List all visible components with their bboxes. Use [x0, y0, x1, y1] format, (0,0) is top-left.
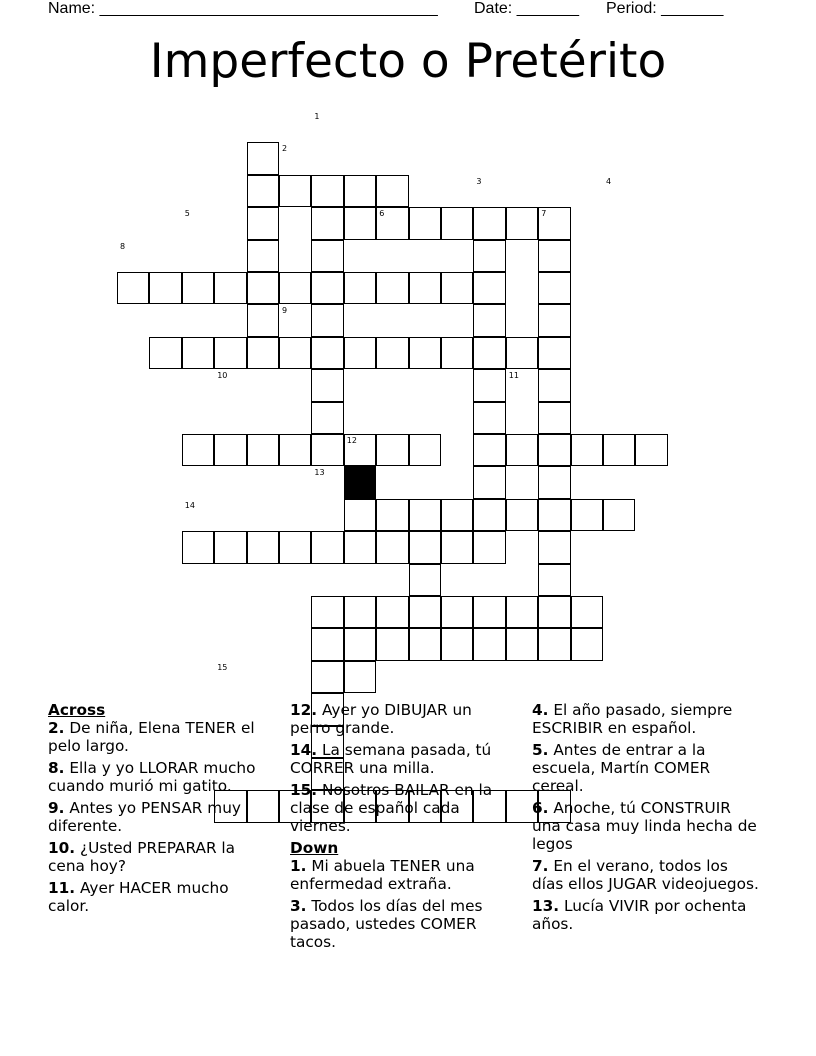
crossword-cell[interactable] — [473, 304, 505, 336]
clue-text: Nosotros BAILAR en la clase de español cada viernes. — [290, 781, 493, 835]
crossword-cell[interactable] — [538, 499, 570, 531]
crossword-cell[interactable] — [473, 402, 505, 434]
crossword-cell[interactable] — [409, 596, 441, 628]
clue-number-1: 1 — [314, 112, 320, 121]
crossword-cell[interactable] — [247, 531, 279, 563]
crossword-cell[interactable] — [538, 369, 570, 401]
clue-number: 12. — [290, 701, 318, 719]
crossword-cell[interactable] — [603, 499, 635, 531]
clue-number-7: 7 — [541, 209, 547, 219]
clue-number: 13. — [532, 897, 560, 915]
crossword-cell[interactable] — [311, 628, 343, 660]
crossword-cell[interactable] — [279, 272, 311, 304]
crossword-cell[interactable] — [409, 337, 441, 369]
crossword-cell[interactable] — [279, 337, 311, 369]
clues-column-3 — [532, 701, 762, 937]
clue-item — [532, 701, 762, 737]
crossword-cell[interactable] — [311, 240, 343, 272]
clues-column-2 — [290, 701, 512, 955]
crossword-cell[interactable] — [538, 434, 570, 466]
crossword-cell[interactable] — [506, 628, 538, 660]
crossword-cell[interactable] — [247, 304, 279, 336]
crossword-cell[interactable] — [376, 628, 408, 660]
crossword-cell[interactable] — [344, 531, 376, 563]
clue-number-13: 13 — [314, 468, 325, 478]
clue-text: Mi abuela TENER una enfermedad extraña. — [290, 857, 475, 893]
crossword-cell[interactable] — [538, 628, 570, 660]
crossword-cell[interactable] — [473, 434, 505, 466]
clue-text: Antes yo PENSAR muy diferente. — [48, 799, 241, 835]
crossword-cell[interactable] — [441, 628, 473, 660]
clue-number: 15. — [290, 781, 318, 799]
date-label: Date: _______ — [474, 0, 579, 17]
crossword-cell[interactable] — [538, 531, 570, 563]
crossword-cell[interactable] — [441, 596, 473, 628]
crossword-cell[interactable] — [214, 434, 246, 466]
crossword-cell[interactable] — [311, 531, 343, 563]
crossword-cell[interactable] — [376, 175, 408, 207]
clue-text: La semana pasada, tú CORRER una milla. — [290, 741, 492, 777]
crossword-cell[interactable] — [279, 434, 311, 466]
crossword-cell[interactable] — [409, 531, 441, 563]
clue-item — [290, 897, 512, 951]
clue-text: El año pasado, siempre ESCRIBIR en español. — [532, 701, 733, 737]
crossword-cell[interactable] — [409, 628, 441, 660]
crossword-cell[interactable] — [247, 240, 279, 272]
clue-number-11: 11 — [508, 371, 519, 381]
crossword-cell[interactable] — [311, 369, 343, 401]
crossword-cell[interactable] — [409, 434, 441, 466]
crossword-cell[interactable] — [182, 272, 214, 304]
crossword-cell[interactable] — [473, 207, 505, 239]
clue-number: 9. — [48, 799, 65, 817]
clue-item — [532, 799, 762, 853]
crossword-cell[interactable] — [376, 272, 408, 304]
clue-item — [532, 857, 762, 893]
clue-text: Ayer yo DIBUJAR un perro grande. — [290, 701, 472, 737]
clue-text: Todos los días del mes pasado, ustedes COMER tacos. — [290, 897, 483, 951]
crossword-cell[interactable] — [473, 596, 505, 628]
clue-text: ¿Usted PREPARAR la cena hoy? — [48, 839, 236, 875]
crossword-cell[interactable] — [571, 434, 603, 466]
clue-number-12: 12 — [346, 436, 357, 445]
crossword-cell[interactable] — [376, 434, 408, 466]
crossword-cell[interactable] — [473, 240, 505, 272]
clue-item — [48, 719, 268, 755]
clue-item — [290, 701, 512, 737]
crossword-cell[interactable] — [117, 272, 149, 304]
crossword-cell[interactable] — [376, 499, 408, 531]
crossword-cell[interactable] — [603, 434, 635, 466]
crossword-cell[interactable] — [473, 466, 505, 498]
clue-number: 4. — [532, 701, 549, 719]
crossword-cell[interactable] — [635, 434, 667, 466]
clue-text: Ayer HACER mucho calor. — [48, 879, 229, 915]
crossword-cell[interactable] — [311, 304, 343, 336]
clue-item — [290, 781, 512, 835]
clue-text: De niña, Elena TENER el pelo largo. — [48, 719, 255, 755]
clue-number: 10. — [48, 839, 76, 857]
crossword-cell[interactable] — [571, 499, 603, 531]
crossword-cell[interactable] — [247, 207, 279, 239]
crossword-cell[interactable] — [473, 628, 505, 660]
crossword-cell[interactable] — [344, 596, 376, 628]
crossword-cell[interactable] — [571, 628, 603, 660]
clue-item — [48, 799, 268, 835]
crossword-cell[interactable] — [571, 596, 603, 628]
crossword-cell[interactable] — [247, 434, 279, 466]
clue-text: Lucía VIVIR por ochenta años. — [532, 897, 747, 933]
clue-item — [48, 759, 268, 795]
clue-number-15: 15 — [217, 662, 228, 672]
clue-text: Antes de entrar a la escuela, Martín COMER cereal. — [532, 741, 711, 795]
crossword-cell[interactable] — [311, 596, 343, 628]
crossword-cell[interactable] — [409, 564, 441, 596]
clue-number-6: 6 — [379, 209, 385, 219]
crossword-cell[interactable] — [473, 272, 505, 304]
clue-number: 6. — [532, 799, 549, 817]
crossword-cell[interactable] — [376, 337, 408, 369]
crossword-cell[interactable] — [376, 596, 408, 628]
clue-item — [290, 857, 512, 893]
crossword-cell[interactable] — [311, 175, 343, 207]
crossword-cell[interactable] — [473, 499, 505, 531]
crossword-cell[interactable] — [344, 499, 376, 531]
clue-number-3: 3 — [476, 176, 482, 186]
crossword-cell[interactable] — [311, 207, 343, 239]
crossword-cell[interactable] — [279, 531, 311, 563]
crossword-cell[interactable] — [344, 337, 376, 369]
crossword-cell[interactable] — [311, 661, 343, 693]
crossword-cell[interactable] — [344, 628, 376, 660]
clue-number-8: 8 — [120, 241, 126, 251]
crossword-cell[interactable] — [538, 466, 570, 498]
crossword-cell[interactable] — [538, 240, 570, 272]
crossword-cell[interactable] — [214, 272, 246, 304]
crossword-cell[interactable] — [344, 207, 376, 239]
crossword-cell[interactable] — [344, 661, 376, 693]
crossword-cell[interactable] — [247, 337, 279, 369]
crossword-cell[interactable] — [538, 402, 570, 434]
crossword-cell[interactable] — [214, 337, 246, 369]
crossword-cell[interactable] — [311, 402, 343, 434]
crossword-cell[interactable] — [441, 207, 473, 239]
crossword-cell[interactable] — [182, 337, 214, 369]
name-label: Name: ______________________________________ — [48, 0, 438, 17]
crossword-cell[interactable] — [441, 499, 473, 531]
crossword-block-cell — [344, 466, 376, 498]
crossword-cell[interactable] — [538, 272, 570, 304]
clue-number-14: 14 — [184, 500, 195, 510]
clue-number: 14. — [290, 741, 318, 759]
crossword-cell[interactable] — [311, 272, 343, 304]
crossword-cell[interactable] — [182, 531, 214, 563]
clue-number: 3. — [290, 897, 307, 915]
clue-item — [48, 879, 268, 915]
crossword-cell[interactable] — [409, 272, 441, 304]
clue-number-10: 10 — [217, 371, 228, 381]
crossword-cell[interactable] — [247, 175, 279, 207]
clue-item — [48, 839, 268, 875]
clue-number: 5. — [532, 741, 549, 759]
crossword-cell[interactable] — [344, 272, 376, 304]
clue-number: 1. — [290, 857, 307, 875]
clue-number: 11. — [48, 879, 76, 897]
crossword-cell[interactable] — [182, 434, 214, 466]
clue-number-2: 2 — [282, 144, 288, 154]
crossword-cell[interactable] — [473, 369, 505, 401]
crossword-cell[interactable] — [538, 564, 570, 596]
crossword-cell[interactable] — [409, 207, 441, 239]
crossword-cell[interactable] — [538, 596, 570, 628]
crossword-cell[interactable] — [149, 272, 181, 304]
down-heading: Down — [290, 839, 339, 857]
crossword-cell[interactable] — [506, 596, 538, 628]
crossword-cell[interactable] — [247, 142, 279, 174]
clue-number: 7. — [532, 857, 549, 875]
crossword-cell[interactable] — [247, 272, 279, 304]
clue-text: En el verano, todos los días ellos JUGAR videojuegos. — [532, 857, 759, 893]
clue-number: 2. — [48, 719, 65, 737]
clue-number: 8. — [48, 759, 65, 777]
clues-column-1 — [48, 701, 268, 919]
clue-text: Anoche, tú CONSTRUIR una casa muy linda hecha de legos — [532, 799, 757, 853]
crossword-cell[interactable] — [506, 499, 538, 531]
clue-number-4: 4 — [606, 176, 612, 186]
crossword-cell[interactable] — [409, 499, 441, 531]
crossword-cell[interactable] — [506, 207, 538, 239]
crossword-cell[interactable] — [473, 531, 505, 563]
crossword-cell[interactable] — [344, 175, 376, 207]
crossword-cell[interactable] — [149, 337, 181, 369]
clue-item — [290, 741, 512, 777]
clue-number-9: 9 — [282, 306, 288, 316]
crossword-cell[interactable] — [506, 434, 538, 466]
clue-item — [532, 897, 762, 933]
clue-item — [532, 741, 762, 795]
clue-text: Ella y yo LLORAR mucho cuando murió mi gatito. — [48, 759, 256, 795]
crossword-cell[interactable] — [376, 531, 408, 563]
crossword-cell[interactable] — [279, 175, 311, 207]
crossword-cell[interactable] — [441, 272, 473, 304]
across-heading: Across — [48, 701, 106, 719]
clue-number-5: 5 — [184, 209, 190, 219]
crossword-cell[interactable] — [441, 337, 473, 369]
crossword-cell[interactable] — [311, 337, 343, 369]
crossword-cell[interactable] — [214, 531, 246, 563]
crossword-cell[interactable] — [441, 531, 473, 563]
page-title: Imperfecto o Pretérito — [149, 34, 667, 89]
crossword-cell[interactable] — [506, 337, 538, 369]
crossword-cell[interactable] — [538, 304, 570, 336]
crossword-cell[interactable] — [538, 337, 570, 369]
period-label: Period: _______ — [606, 0, 724, 17]
crossword-cell[interactable] — [311, 434, 343, 466]
crossword-cell[interactable] — [473, 337, 505, 369]
